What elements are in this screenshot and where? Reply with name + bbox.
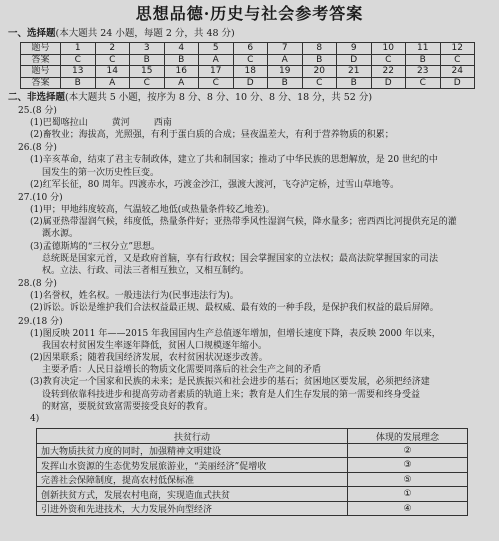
q25-answer-1b: 黄河 [111, 118, 130, 128]
section-1-note: (本大题共 24 小题，每题 2 分，共 48 分) [55, 28, 235, 39]
question-number-cell: 3 [130, 43, 165, 55]
question-number-cell: 8 [302, 43, 337, 55]
answer-cell: B [302, 54, 337, 66]
q27-line-2: (2)属亚热带湿润气候，纬度低，热量条件好；亚热带季风性湿润气候，降水量多；密西西比河提供充足的灌 [30, 217, 457, 228]
answer-cell: C [61, 54, 96, 66]
answer-cell: A [268, 54, 303, 66]
answer-cell: B [130, 54, 165, 66]
q28-number: 28.(8 分) [18, 279, 57, 290]
q26-line-2: 国发生的第一次历史性巨变。 [42, 167, 160, 178]
answer-cell: C [440, 54, 475, 66]
question-number-cell: 21 [337, 66, 372, 78]
q29-line-1: (1)图反映 2011 年——2015 年我国国内生产总值逐年增加，但增长速度下降，表反映 2000 年以来， [30, 328, 441, 339]
pov-action-cell: 引进外资和先进技术，大力发展外向型经济 [37, 501, 348, 516]
q25-answer-1a: (1)巴蜀喀拉山 [30, 118, 88, 128]
pov-col-idea-header: 体现的发展理念 [348, 429, 468, 444]
q26-line-3: (2)红军长征，80 周年。四渡赤水，巧渡金沙江，强渡大渡河，飞夺泸定桥，过雪山草地等。 [30, 179, 400, 190]
question-number-cell: 6 [233, 43, 268, 55]
question-number-cell: 1 [61, 43, 96, 55]
answer-cell: B [406, 54, 441, 66]
q28-line-2: (2)诉讼。诉讼是维护我们合法权益最正规、最权威、最有效的一种手段，是保护我们权益的最后屏障。 [30, 303, 439, 314]
question-number-cell: 18 [233, 66, 268, 78]
answer-cell: C [199, 77, 234, 89]
q29-line-6: 设转到依靠科技进步和提高劳动者素质的轨道上来；教育是人们生存发展的第一需要和终身受益 [42, 389, 421, 400]
row-label: 题号 [21, 43, 61, 55]
question-number-cell: 4 [164, 43, 199, 55]
question-number-cell: 13 [61, 66, 96, 78]
row-label: 题号 [21, 66, 61, 78]
question-number-cell: 7 [268, 43, 303, 55]
answer-cell: B [268, 77, 303, 89]
question-number-cell: 14 [95, 66, 130, 78]
question-number-cell: 15 [130, 66, 165, 78]
answer-row-2 [21, 77, 475, 89]
answer-cell: C [233, 54, 268, 66]
q27-line-1: (1)甲；甲地纬度较高，气温较乙地低(或热量条件较乙地差)。 [30, 205, 275, 216]
mc-answer-table [20, 42, 475, 89]
pov-idea-cell: ① [348, 487, 468, 502]
section-2-note: (本大题共 5 小题，按序为 8 分、8 分、10 分、8 分、18 分，共 52 分) [65, 92, 373, 103]
row-label: 答案 [21, 77, 61, 89]
row-label: 答案 [21, 54, 61, 66]
section-2-heading [8, 92, 491, 104]
pov-table-row [37, 487, 468, 502]
pov-action-cell: 创新扶贫方式，发展农村电商，实现造血式扶贫 [37, 487, 348, 502]
question-number-cell: 12 [440, 43, 475, 55]
pov-idea-cell: ② [348, 443, 468, 458]
q27-line-6: 权。立法、行政、司法三者相互独立，又相互制约。 [42, 266, 250, 277]
q27-line-3: 溉水源。 [42, 229, 79, 240]
question-number-cell: 10 [371, 43, 406, 55]
answer-cell: B [61, 77, 96, 89]
q27-line-5: 总统既是国家元首，又是政府首脑，享有行政权；国会掌握国家的立法权；最高法院掌握国家的司法 [42, 253, 439, 264]
pov-idea-cell: ⑤ [348, 472, 468, 487]
answer-cell: D [371, 77, 406, 89]
q29-line-3: (2)因果联系；随着我国经济发展，农村贫困状况逐步改善。 [30, 353, 268, 364]
pov-table-row [37, 472, 468, 487]
pov-col-action-header: 扶贫行动 [37, 429, 348, 444]
question-number-cell: 16 [164, 66, 199, 78]
q25-line-1 [8, 117, 491, 129]
q27-line-4: (3)孟德斯鸠的“三权分立”思想。 [30, 241, 160, 252]
q26-line-1: (1)辛亥革命，结束了君主专制政体，建立了共和制国家；推动了中华民族的思想解放，是 20 世纪的中 [30, 155, 438, 166]
question-number-cell: 20 [302, 66, 337, 78]
poverty-action-table [36, 428, 468, 516]
section-2-title: 二、非选择题 [8, 92, 66, 103]
answer-cell: D [233, 77, 268, 89]
answer-cell: D [337, 54, 372, 66]
pov-action-cell: 发挥山水资源的生态优势发展旅游业，“美丽经济”促增收 [37, 458, 348, 473]
q29-line-7: 的财富，要脱贫致富需要接受良好的教育。 [42, 401, 214, 412]
answer-row-1 [21, 54, 475, 66]
question-number-cell: 22 [371, 66, 406, 78]
q26-number: 26.(8 分) [18, 143, 57, 154]
q25-number: 25.(8 分) [18, 106, 57, 116]
pov-action-cell: 完善社会保障制度，提高农村低保标准 [37, 472, 348, 487]
section-1-title: 一、选择题 [8, 28, 56, 39]
q29-line-5: (3)教育决定一个国家和民族的未来；是民族振兴和社会进步的基石；贫困地区要发展，必须把经济建 [30, 377, 430, 388]
question-number-cell: 17 [199, 66, 234, 78]
pov-table-row [37, 501, 468, 516]
answer-cell: A [164, 77, 199, 89]
question-number-cell: 9 [337, 43, 372, 55]
answer-cell: C [95, 54, 130, 66]
section-1-heading [8, 28, 491, 40]
question-number-cell: 5 [199, 43, 234, 55]
question-number-cell: 23 [406, 66, 441, 78]
question-number-cell: 19 [268, 66, 303, 78]
q29-line-2: 我国农村贫困发生率逐年降低，贫困人口规模逐年缩小。 [42, 340, 268, 351]
pov-idea-cell: ④ [348, 501, 468, 516]
pov-table-row [37, 458, 468, 473]
q29-line-4: 主要矛盾：人民日益增长的物质文化需要同落后的社会生产之间的矛盾 [42, 365, 322, 376]
answer-cell: C [302, 77, 337, 89]
answer-cell: B [337, 77, 372, 89]
q27-number: 27.(10 分) [18, 193, 63, 204]
answer-cell: A [95, 77, 130, 89]
answer-cell: B [164, 54, 199, 66]
page-title: 思想品德·历史与社会参考答案 [135, 4, 364, 23]
q28-line-1: (1)名誉权，姓名权。一般违法行为(民事违法行为)。 [30, 291, 239, 302]
pov-action-cell: 加大物质扶贫力度的同时，加强精神文明建设 [37, 443, 348, 458]
q25-line-2: (2)畜牧业；海拔高，光照强，有利于蛋白质的合成；昼夜温差大，有利于营养物质的积累； [30, 130, 394, 141]
number-row-2 [21, 66, 475, 78]
answer-cell: D [440, 77, 475, 89]
q29-number: 29.(18 分) [18, 316, 63, 327]
q29-line-8: 4) [30, 414, 40, 425]
answer-cell: C [130, 77, 165, 89]
answer-cell: C [371, 54, 406, 66]
question-number-cell: 11 [406, 43, 441, 55]
pov-table-row [37, 443, 468, 458]
pov-idea-cell: ③ [348, 458, 468, 473]
number-row-1 [21, 43, 475, 55]
answer-cell: C [406, 77, 441, 89]
question-number-cell: 2 [95, 43, 130, 55]
question-number-cell: 24 [440, 66, 475, 78]
q25-answer-1c: 西南 [153, 118, 172, 128]
answer-cell: A [199, 54, 234, 66]
